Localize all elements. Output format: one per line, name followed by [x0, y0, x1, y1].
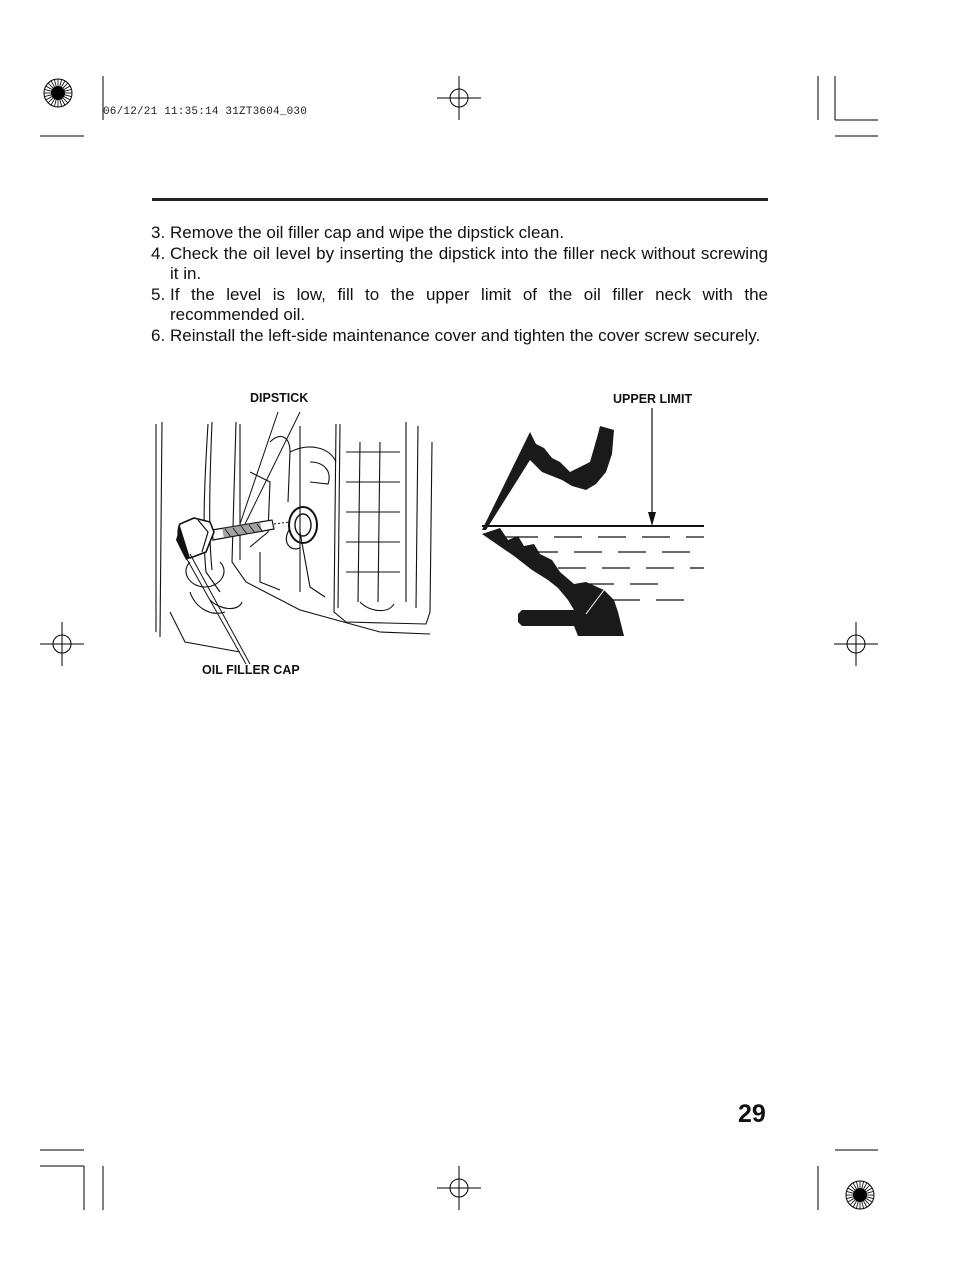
header-rule [152, 198, 768, 201]
oil-level-diagram [478, 404, 718, 644]
step-text: Reinstall the left-side maintenance cover and tighten the cover screw securely. [170, 325, 761, 345]
sunburst-ray [44, 89, 51, 91]
sunburst-ray [60, 100, 62, 107]
step-text: Remove the oil filler cap and wipe the dipstick clean. [170, 223, 565, 242]
sunburst-ray [54, 79, 56, 86]
sunburst-ray [862, 1181, 864, 1188]
step-item [151, 285, 768, 326]
step-number: 5. [151, 284, 166, 304]
step-text: If the level is low, fill to the upper limit of the oil filler neck with the recommended oil. [170, 284, 768, 324]
step-number: 6. [151, 325, 166, 345]
print-stamp: 06/12/21 11:35:14 31ZT3604_030 [103, 106, 308, 118]
step-item [151, 244, 768, 285]
page-number: 29 [738, 1100, 766, 1128]
upper-limit-label: UPPER LIMIT [613, 392, 693, 406]
step-text: Check the oil level by inserting the dipstick into the filler neck without screwing it in. [170, 243, 768, 283]
step-item [151, 223, 768, 244]
sunburst-ray [856, 1202, 858, 1209]
sunburst-ray [862, 1202, 864, 1209]
sunburst-ray [65, 95, 72, 97]
sunburst-ray [54, 100, 56, 107]
sunburst-ray [60, 79, 62, 86]
dipstick-label: DIPSTICK [250, 391, 309, 405]
sunburst-ray [846, 1197, 853, 1199]
sunburst-ray [846, 1191, 853, 1193]
sunburst-ray [867, 1191, 874, 1193]
step-number: 3. [151, 223, 166, 242]
instruction-steps [151, 223, 768, 346]
step-item [151, 326, 768, 347]
sunburst-ray [65, 89, 72, 91]
dipstick-illustration [150, 412, 450, 662]
registration-sunburst-icon-top-left [44, 79, 72, 107]
sunburst-ray [44, 95, 51, 97]
registration-sunburst-icon-bottom-right [846, 1181, 874, 1209]
step-number: 4. [151, 243, 166, 263]
oil-filler-cap-label: OIL FILLER CAP [202, 663, 300, 677]
sunburst-ray [856, 1181, 858, 1188]
sunburst-ray [867, 1197, 874, 1199]
